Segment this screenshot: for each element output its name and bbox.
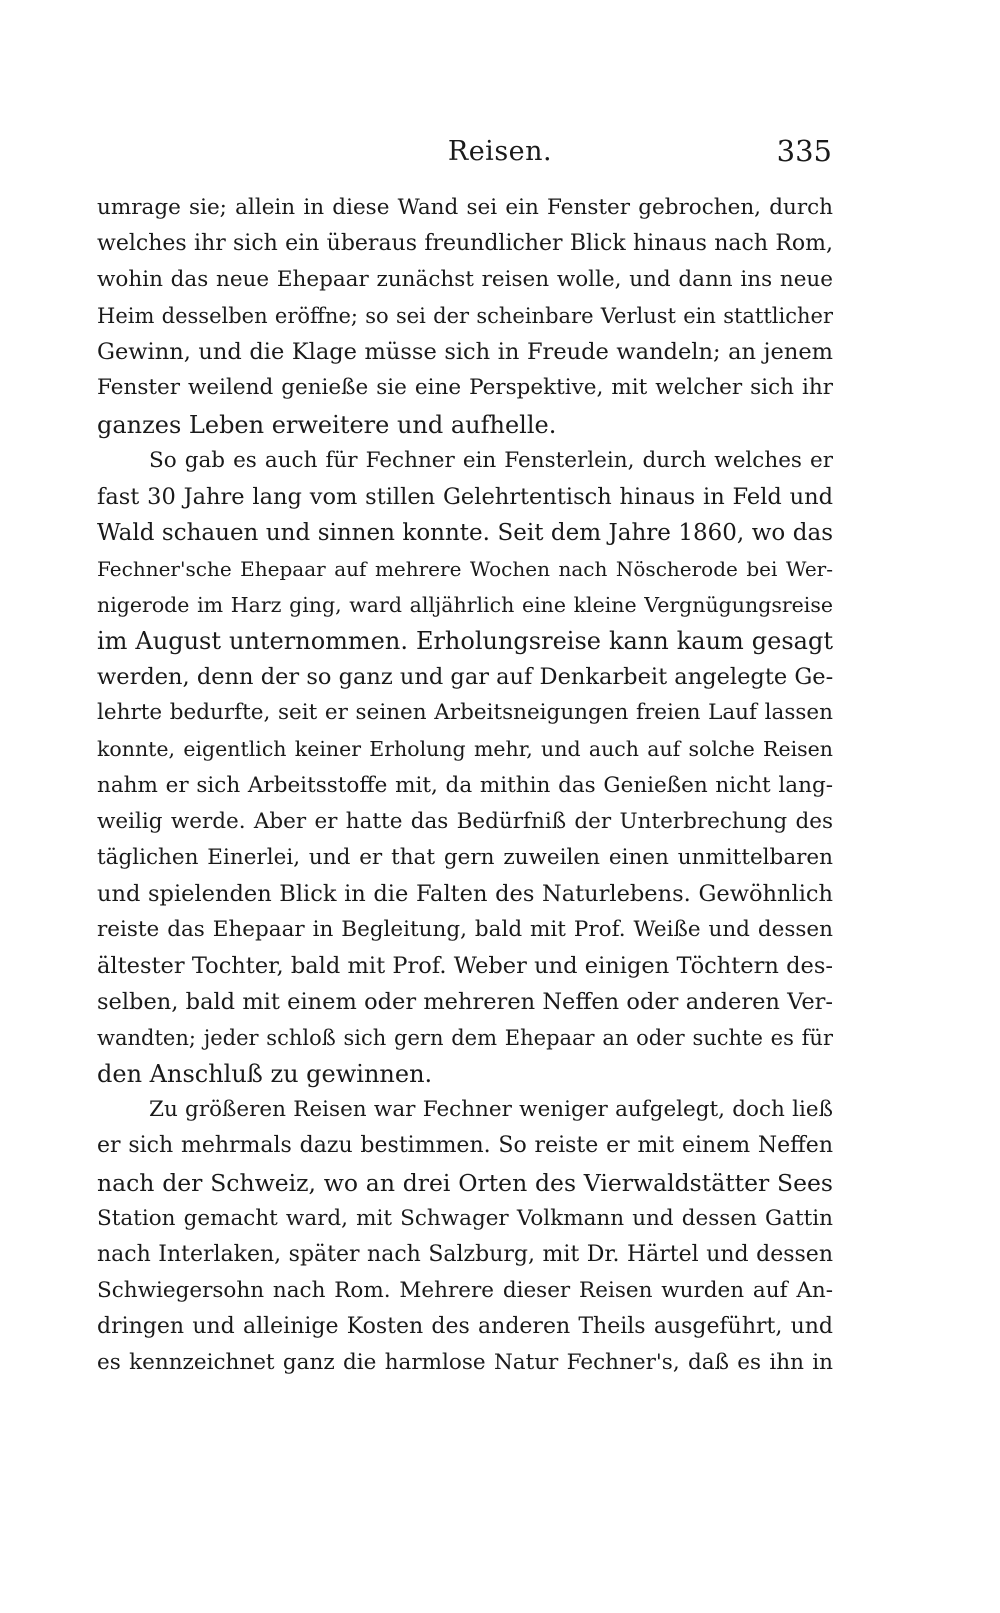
text-line: wohin das neue Ehepaar zunächst reisen wolle, und dann ins neue [97,267,833,293]
text-line: weilig werde. Aber er hatte das Bedürfniß der Unterbrechung des [97,808,833,834]
text-line: wandten; jeder schloß sich gern dem Ehepaar an oder suchte es für [97,1026,833,1051]
text-line: Station gemacht ward, mit Schwager Volkmann und dessen Gattin [97,1205,833,1231]
text-line: nach Interlaken, später nach Salzburg, mit Dr. Härtel und dessen [97,1241,833,1267]
text-line: welches ihr sich ein überaus freundlicher Blick hinaus nach Rom, [97,231,833,257]
text-line: täglichen Einerlei, und er that gern zuweilen einen unmittelbaren [97,844,833,870]
text-line: Fenster weilend genieße sie eine Perspektive, mit welcher sich ihr [97,375,833,401]
text-line: Zu größeren Reisen war Fechner weniger aufgelegt, doch ließ [149,1097,833,1123]
running-title: Reisen. [447,136,553,167]
text-line: er sich mehrmals dazu bestimmen. So reiste er mit einem Neffen [97,1133,833,1159]
text-line: ganzes Leben erweitere und aufhelle. [97,410,557,439]
text-line: fast 30 Jahre lang vom stillen Gelehrtentisch hinaus in Feld und [97,483,833,510]
text-line: selben, bald mit einem oder mehreren Neffen oder anderen Ver- [97,989,833,1016]
text-line: So gab es auch für Fechner ein Fensterlein, durch welches er [149,447,833,473]
text-line: den Anschluß zu gewinnen. [97,1060,433,1089]
text-line: Heim desselben eröffne; so sei der scheinbare Verlust ein stattlicher [97,304,833,329]
body-text [97,190,833,1381]
text-line: ältester Tochter, bald mit Prof. Weber und einigen Töchtern des- [97,952,833,979]
text-line: umrage sie; allein in diese Wand sei ein Fenster gebrochen, durch [97,195,833,220]
text-line: im August unternommen. Erholungsreise kann kaum gesagt [97,627,833,656]
page-number: 335 [776,134,832,168]
text-line: Fechner'sche Ehepaar auf mehrere Wochen nach Nöscherode bei Wer- [97,556,833,581]
text-line: und spielenden Blick in die Falten des Naturlebens. Gewöhnlich [97,880,833,907]
text-line: reiste das Ehepaar in Begleitung, bald mit Prof. Weiße und dessen [97,916,833,942]
text-line: Schwiegersohn nach Rom. Mehrere dieser Reisen wurden auf An- [97,1277,833,1303]
text-line: es kennzeichnet ganz die harmlose Natur Fechner's, daß es ihn in [97,1350,833,1375]
text-line: nahm er sich Arbeitsstoffe mit, da mithin das Genießen nicht lang- [97,772,833,798]
text-line: werden, denn der so ganz und gar auf Denkarbeit angelegte Ge- [97,664,833,691]
text-line: Gewinn, und die Klage müsse sich in Freude wandeln; an jenem [97,339,833,366]
text-line: dringen und alleinige Kosten des anderen Theils ausgeführt, und [97,1313,833,1339]
text-line: Wald schauen und sinnen konnte. Seit dem Jahre 1860, wo das [97,519,833,546]
text-line: nach der Schweiz, wo an drei Orten des Vierwaldstätter Sees [97,1168,833,1197]
text-line: nigerode im Harz ging, ward alljährlich eine kleine Vergnügungsreise [97,593,833,618]
text-line: lehrte bedurfte, seit er seinen Arbeitsneigungen freien Lauf lassen [97,700,833,726]
text-line: konnte, eigentlich keiner Erholung mehr, und auch auf solche Reisen [97,737,833,762]
